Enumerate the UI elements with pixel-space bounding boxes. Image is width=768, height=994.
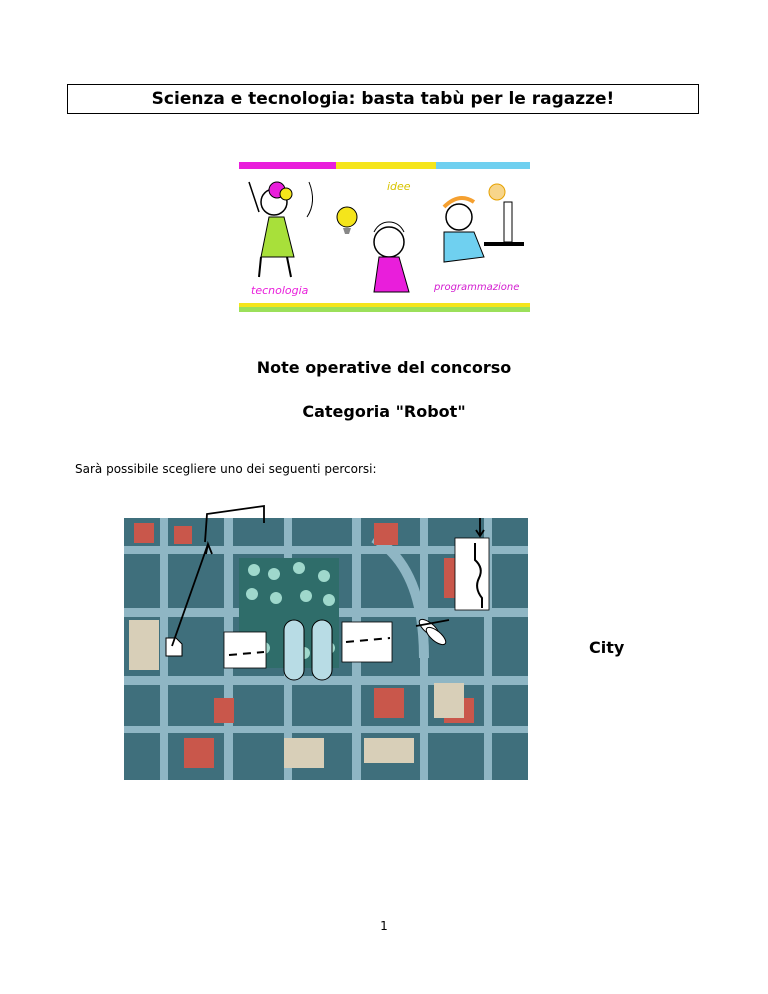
map-label-city: City: [589, 638, 625, 657]
girl-at-computer: [444, 184, 524, 262]
banner-illustration: [239, 162, 530, 312]
category-heading: Categoria "Robot": [302, 402, 466, 421]
city-map: [124, 498, 528, 780]
page-number: 1: [380, 919, 388, 933]
banner-label-technology: tecnologia: [251, 284, 309, 297]
document-title: [67, 84, 699, 114]
section-heading: Note operative del concorso: [256, 358, 512, 377]
intro-paragraph: Sarà possibile scegliere uno dei seguenti percorsi:: [75, 462, 377, 476]
girl-with-gears: [249, 182, 313, 277]
banner-label-programming: programmazione: [434, 282, 520, 293]
girl-with-bulb: [337, 207, 409, 292]
banner-label-ideas: idee: [387, 180, 411, 193]
document-title-text: Scienza e tecnologia: basta tabù per le ragazze!: [151, 89, 615, 109]
